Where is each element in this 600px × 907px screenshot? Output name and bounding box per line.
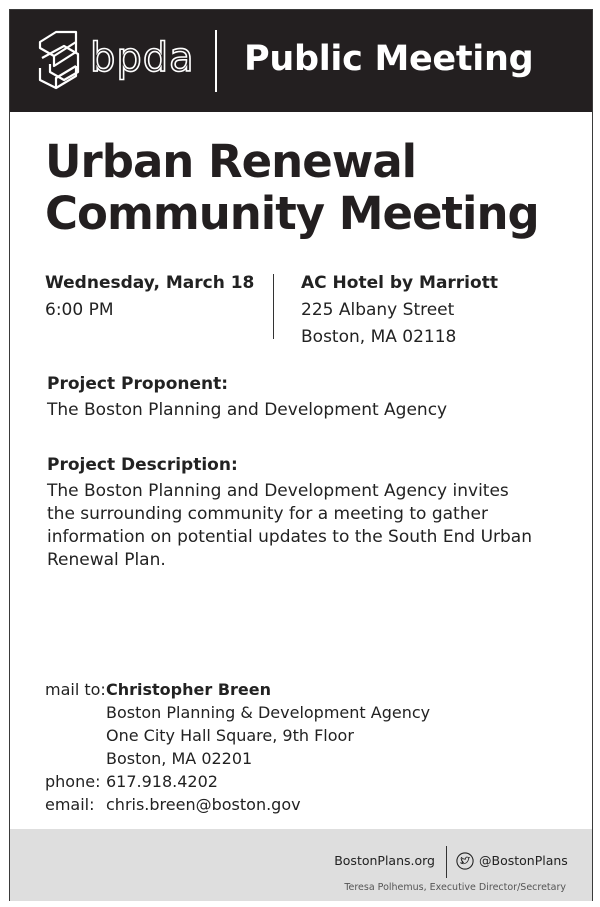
- contact-block: [45, 678, 430, 816]
- footer-divider: [446, 846, 447, 878]
- contact-street: One City Hall Square, 9th Floor: [106, 726, 354, 745]
- description-section: [47, 454, 577, 572]
- contact-name: Christopher Breen: [106, 680, 272, 699]
- description-line: Renewal Plan.: [47, 550, 166, 570]
- footer-band: [10, 829, 592, 901]
- footer-credit: Teresa Polhemus, Executive Director/Secretary: [344, 882, 566, 893]
- header-divider: [215, 30, 217, 92]
- bpda-logo-icon: [36, 28, 82, 92]
- description-line: information on potential updates to the South End Urban: [47, 527, 532, 547]
- contact-email[interactable]: chris.breen@boston.gov: [106, 795, 301, 814]
- description-label: Project Description:: [47, 455, 238, 475]
- twitter-bird-icon[interactable]: [456, 852, 474, 870]
- contact-org: Boston Planning & Development Agency: [106, 703, 431, 722]
- meeting-time: 6:00 PM: [45, 300, 114, 320]
- contact-phone[interactable]: 617.918.4202: [106, 772, 218, 791]
- venue-street: 225 Albany Street: [301, 300, 455, 320]
- contact-city: Boston, MA 02201: [106, 749, 253, 768]
- venue-name: AC Hotel by Marriott: [301, 273, 498, 293]
- bpda-logo-text: bpda: [90, 35, 195, 81]
- twitter-handle[interactable]: @BostonPlans: [479, 853, 568, 868]
- header-title: Public Meeting: [244, 39, 534, 79]
- header-band: [10, 10, 592, 112]
- website-link[interactable]: BostonPlans.org: [334, 853, 435, 868]
- phone-label: phone:: [45, 772, 101, 791]
- flyer-frame: [9, 9, 593, 901]
- title-line: Urban Renewal: [45, 135, 417, 188]
- info-divider: [273, 274, 274, 339]
- meeting-title: [45, 136, 585, 240]
- email-label: email:: [45, 795, 95, 814]
- proponent-section: [47, 373, 577, 422]
- location-block: [301, 270, 498, 351]
- date-time-block: [45, 270, 254, 324]
- title-line: Community Meeting: [45, 187, 539, 240]
- mail-label: mail to:: [45, 680, 106, 699]
- meeting-date: Wednesday, March 18: [45, 273, 255, 293]
- description-line: the surrounding community for a meeting to gather: [47, 504, 488, 524]
- venue-city: Boston, MA 02118: [301, 327, 457, 347]
- description-line: The Boston Planning and Development Agency invites: [47, 481, 509, 501]
- proponent-value: The Boston Planning and Development Agency: [47, 400, 448, 420]
- proponent-label: Project Proponent:: [47, 374, 229, 394]
